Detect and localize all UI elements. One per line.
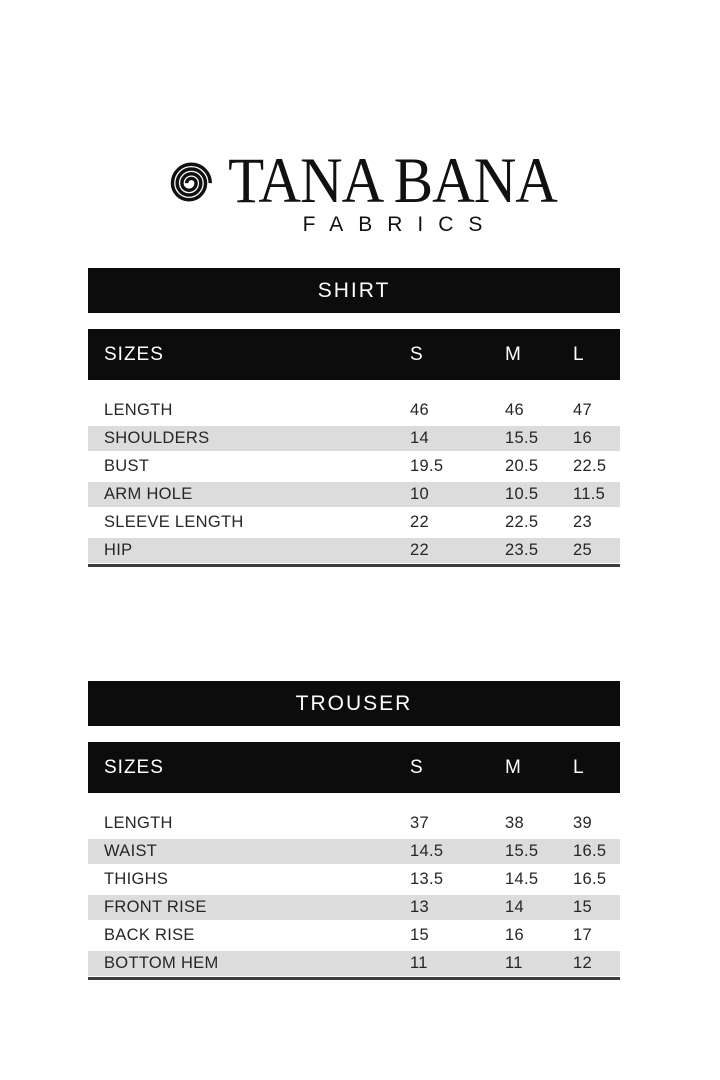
value-l: 47: [573, 400, 592, 419]
table-row: [88, 921, 620, 949]
measurement-label: ARM HOLE: [104, 484, 193, 503]
trouser-section: [88, 681, 620, 980]
sizes-header-label: SIZES: [104, 756, 164, 778]
value-l: 16: [573, 428, 592, 447]
table-row: [88, 452, 620, 480]
measurement-label: SLEEVE LENGTH: [104, 512, 244, 531]
value-s: 15: [410, 925, 429, 944]
brand-wordmark: [228, 143, 557, 237]
measurement-label: BOTTOM HEM: [104, 953, 219, 972]
value-m: 38: [505, 813, 524, 832]
table-row: [88, 480, 620, 508]
value-s: 37: [410, 813, 429, 832]
value-s: 10: [410, 484, 429, 503]
size-column-m: M: [505, 756, 522, 778]
table-row: [88, 893, 620, 921]
table-row: [88, 508, 620, 536]
sizes-header-bar: [88, 329, 620, 380]
table-row: [88, 865, 620, 893]
size-column-m: M: [505, 343, 522, 365]
value-l: 25: [573, 540, 592, 559]
value-l: 23: [573, 512, 592, 531]
value-l: 16.5: [573, 841, 607, 860]
section-title-bar: [88, 681, 620, 726]
brand-name: TANA BANA: [228, 143, 557, 217]
sizes-header-bar: [88, 742, 620, 793]
measurement-label: SHOULDERS: [104, 428, 210, 447]
value-m: 10.5: [505, 484, 539, 503]
size-column-l: L: [573, 756, 585, 778]
table-row: [88, 809, 620, 837]
value-m: 46: [505, 400, 524, 419]
value-m: 20.5: [505, 456, 539, 475]
value-s: 19.5: [410, 456, 444, 475]
brand-tagline: FABRICS: [302, 213, 498, 236]
value-l: 22.5: [573, 456, 607, 475]
sizes-header-label: SIZES: [104, 343, 164, 365]
section-title: SHIRT: [317, 278, 391, 302]
table-row: [88, 536, 620, 564]
value-m: 15.5: [505, 428, 539, 447]
measurement-label: WAIST: [104, 841, 158, 860]
value-l: 17: [573, 925, 592, 944]
section-title-bar: [88, 268, 620, 313]
value-l: 11.5: [573, 484, 606, 503]
size-column-s: S: [410, 343, 424, 365]
value-m: 16: [505, 925, 524, 944]
spiral-icon: [163, 156, 215, 213]
value-s: 13: [410, 897, 429, 916]
table-row: [88, 424, 620, 452]
value-m: 23.5: [505, 540, 539, 559]
value-s: 14.5: [410, 841, 444, 860]
measurement-rows: [88, 809, 620, 980]
value-m: 14: [505, 897, 524, 916]
measurement-label: LENGTH: [104, 813, 173, 832]
sections: [0, 268, 720, 980]
value-m: 11: [505, 953, 523, 972]
size-column-s: S: [410, 756, 424, 778]
value-s: 22: [410, 512, 429, 531]
measurement-label: BUST: [104, 456, 150, 475]
measurement-label: LENGTH: [104, 400, 173, 419]
shirt-section: [88, 268, 620, 567]
value-s: 13.5: [410, 869, 444, 888]
measurement-label: FRONT RISE: [104, 897, 207, 916]
measurement-label: HIP: [104, 540, 133, 559]
value-s: 22: [410, 540, 429, 559]
value-l: 39: [573, 813, 592, 832]
value-s: 11: [410, 953, 428, 972]
value-m: 22.5: [505, 512, 539, 531]
value-m: 14.5: [505, 869, 539, 888]
size-column-l: L: [573, 343, 585, 365]
table-row: [88, 396, 620, 424]
brand-logo: [0, 0, 720, 237]
value-l: 12: [573, 953, 592, 972]
value-m: 15.5: [505, 841, 539, 860]
measurement-label: BACK RISE: [104, 925, 195, 944]
measurement-label: THIGHS: [104, 869, 169, 888]
measurement-rows: [88, 396, 620, 567]
value-l: 15: [573, 897, 592, 916]
value-s: 46: [410, 400, 429, 419]
table-row: [88, 949, 620, 977]
section-title: TROUSER: [295, 691, 413, 715]
value-l: 16.5: [573, 869, 607, 888]
table-row: [88, 837, 620, 865]
value-s: 14: [410, 428, 429, 447]
